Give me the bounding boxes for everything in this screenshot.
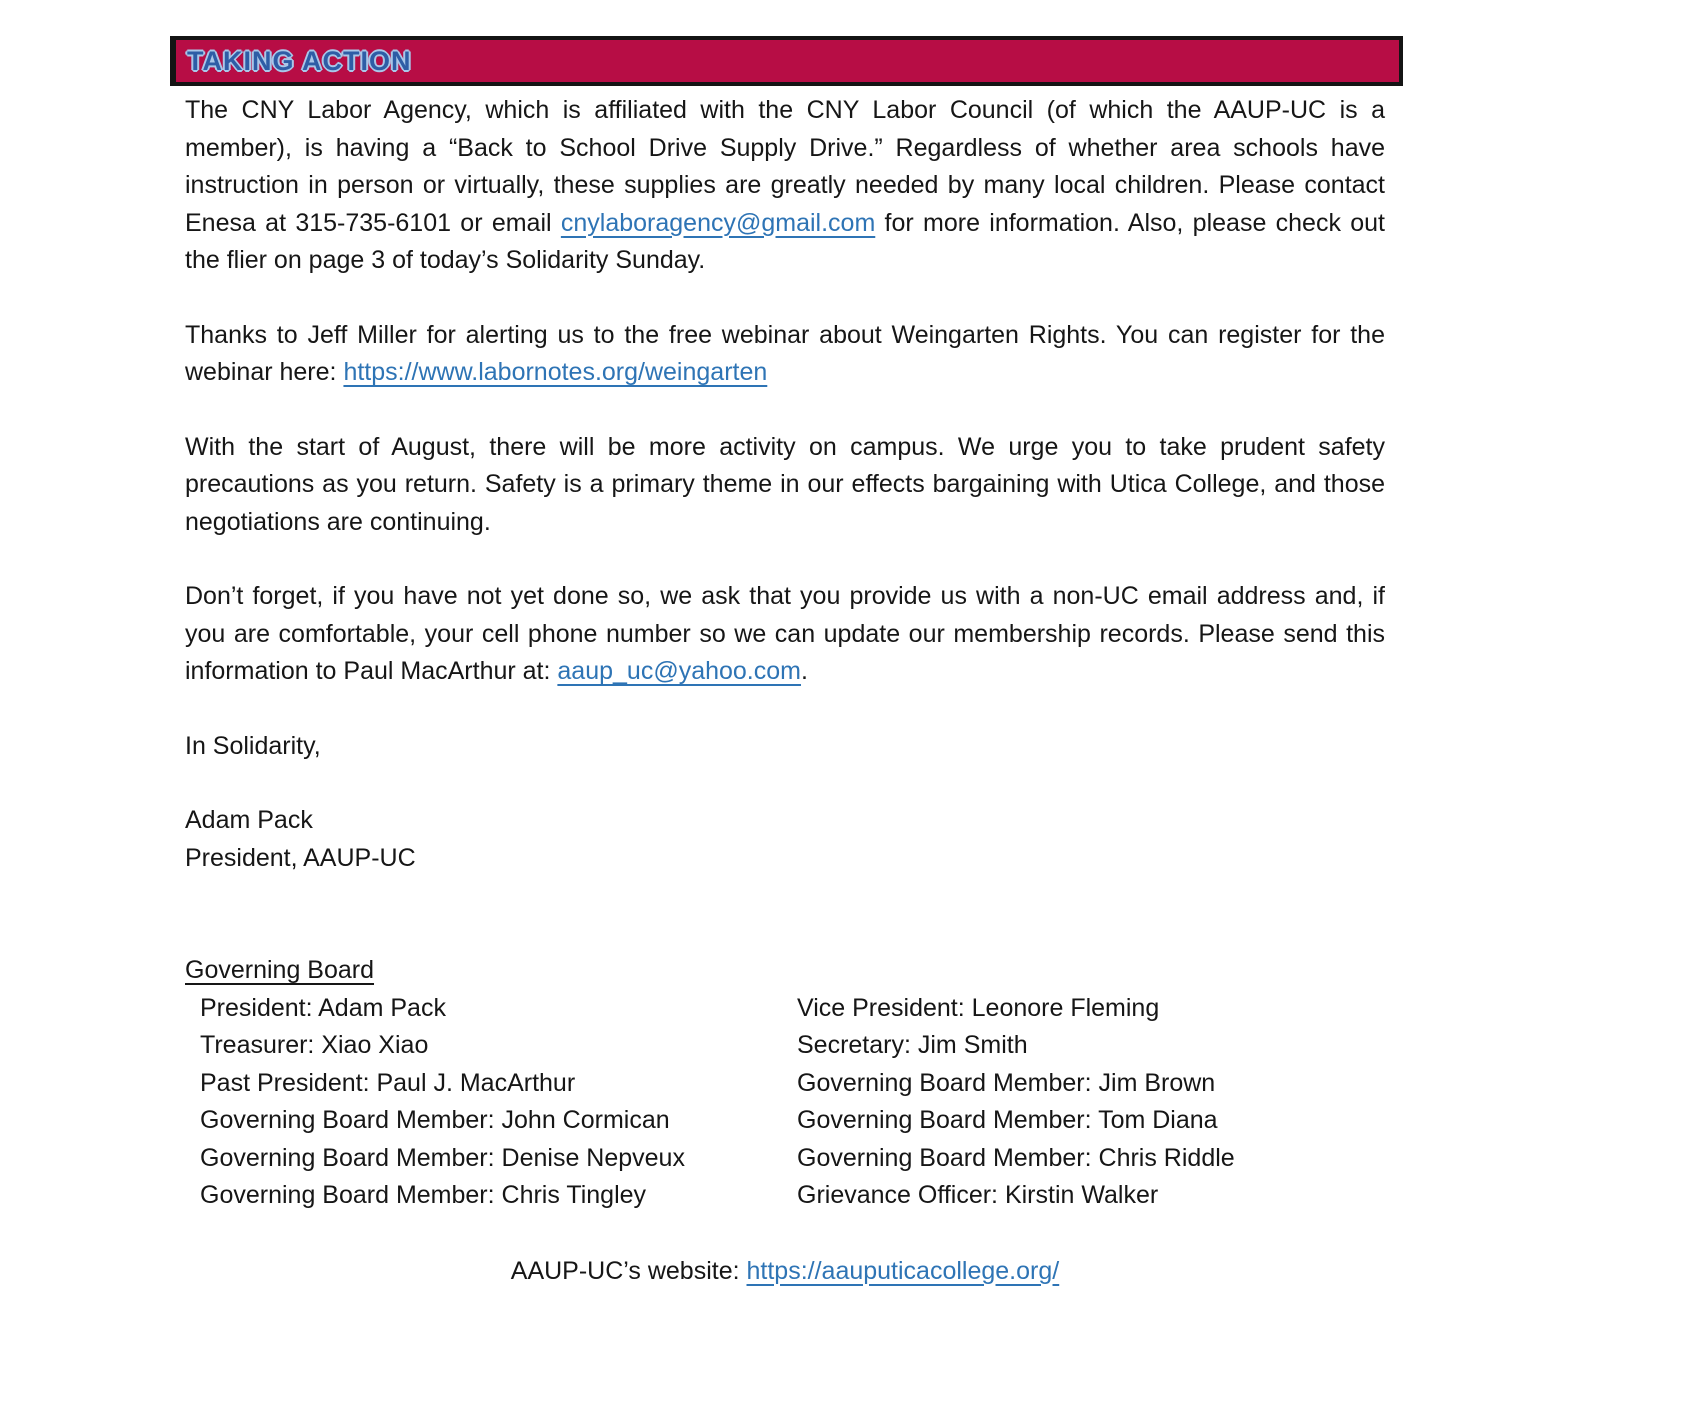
governing-board-right-column bbox=[782, 990, 1385, 1215]
email-link-aaup-uc[interactable]: aaup_uc@yahoo.com bbox=[557, 657, 801, 685]
section-title: TAKING ACTION bbox=[187, 45, 412, 76]
paragraph-text: . bbox=[800, 657, 808, 685]
board-member-line: Governing Board Member: John Cormican bbox=[200, 1106, 670, 1134]
board-member-line: Past President: Paul J. MacArthur bbox=[200, 1068, 576, 1097]
governing-board-left-column bbox=[185, 990, 782, 1215]
paragraph-safety bbox=[185, 429, 1385, 542]
paragraph-supply-drive bbox=[185, 92, 1385, 280]
section-header-bar bbox=[170, 36, 1403, 86]
board-member-line: Secretary: Jim Smith bbox=[797, 1031, 1028, 1059]
paragraph-text: Thanks to Jeff Miller for alerting us to the free webinar about Weingarten Rights. You can register for the webinar here: bbox=[185, 320, 1385, 386]
website-label: AAUP-UC’s website: bbox=[510, 1256, 747, 1285]
paragraph-text: for more information. Also, please check out the flier on page 3 of today’s Solidarity Sunday. bbox=[185, 208, 1385, 274]
paragraph-membership-records bbox=[185, 578, 1385, 691]
governing-board-heading: Governing Board bbox=[185, 956, 375, 984]
paragraph-text: The CNY Labor Agency, which is affiliated with the CNY Labor Council (of which the AAUP-UC is a member), is having a “Back to School Drive Supply Drive.” Regardless of whether area schools have instruction in person or virtually, these supplies are greatly needed by many local children. Please contact Enesa at 315-735-6101 or email bbox=[185, 96, 1385, 237]
board-member-line: President: Adam Pack bbox=[200, 993, 446, 1022]
board-member-line: Vice President: Leonore Fleming bbox=[797, 993, 1160, 1022]
webinar-link-labornotes[interactable]: https://www.labornotes.org/weingarten bbox=[343, 358, 768, 386]
board-member-line: Governing Board Member: Jim Brown bbox=[797, 1068, 1216, 1097]
board-member-line: Governing Board Member: Chris Tingley bbox=[200, 1181, 647, 1209]
signoff-title: President, AAUP-UC bbox=[185, 843, 416, 872]
paragraph-webinar bbox=[185, 317, 1385, 392]
board-member-line: Treasurer: Xiao Xiao bbox=[200, 1031, 429, 1059]
signature-block bbox=[185, 802, 1385, 877]
signoff-salutation: In Solidarity, bbox=[185, 731, 321, 760]
paragraph-text: With the start of August, there will be more activity on campus. We urge you to take prudent safety precautions as you return. Safety is a primary theme in our effects bargaining with Utica College, and those negotiations are continuing. bbox=[185, 432, 1385, 536]
article-body bbox=[185, 92, 1385, 1290]
board-member-line: Grievance Officer: Kirstin Walker bbox=[797, 1181, 1159, 1209]
governing-board-columns bbox=[185, 990, 1385, 1215]
signoff-name: Adam Pack bbox=[185, 806, 313, 834]
website-footer bbox=[185, 1253, 1385, 1291]
governing-board-section bbox=[185, 952, 1385, 1215]
email-link-cnylaboragency[interactable]: cnylaboragency@gmail.com bbox=[560, 208, 876, 237]
board-member-line: Governing Board Member: Chris Riddle bbox=[797, 1143, 1235, 1172]
board-member-line: Governing Board Member: Denise Nepveux bbox=[200, 1143, 685, 1172]
board-member-line: Governing Board Member: Tom Diana bbox=[797, 1106, 1218, 1134]
paragraph-text: Don’t forget, if you have not yet done so, we ask that you provide us with a non-UC email address and, if you are comfortable, your cell phone number so we can update our membership records. Please send this information to Paul MacArthur at: bbox=[185, 582, 1385, 685]
website-link-aauputicacollege[interactable]: https://aauputicacollege.org/ bbox=[746, 1256, 1060, 1285]
newsletter-page bbox=[170, 36, 1403, 1290]
